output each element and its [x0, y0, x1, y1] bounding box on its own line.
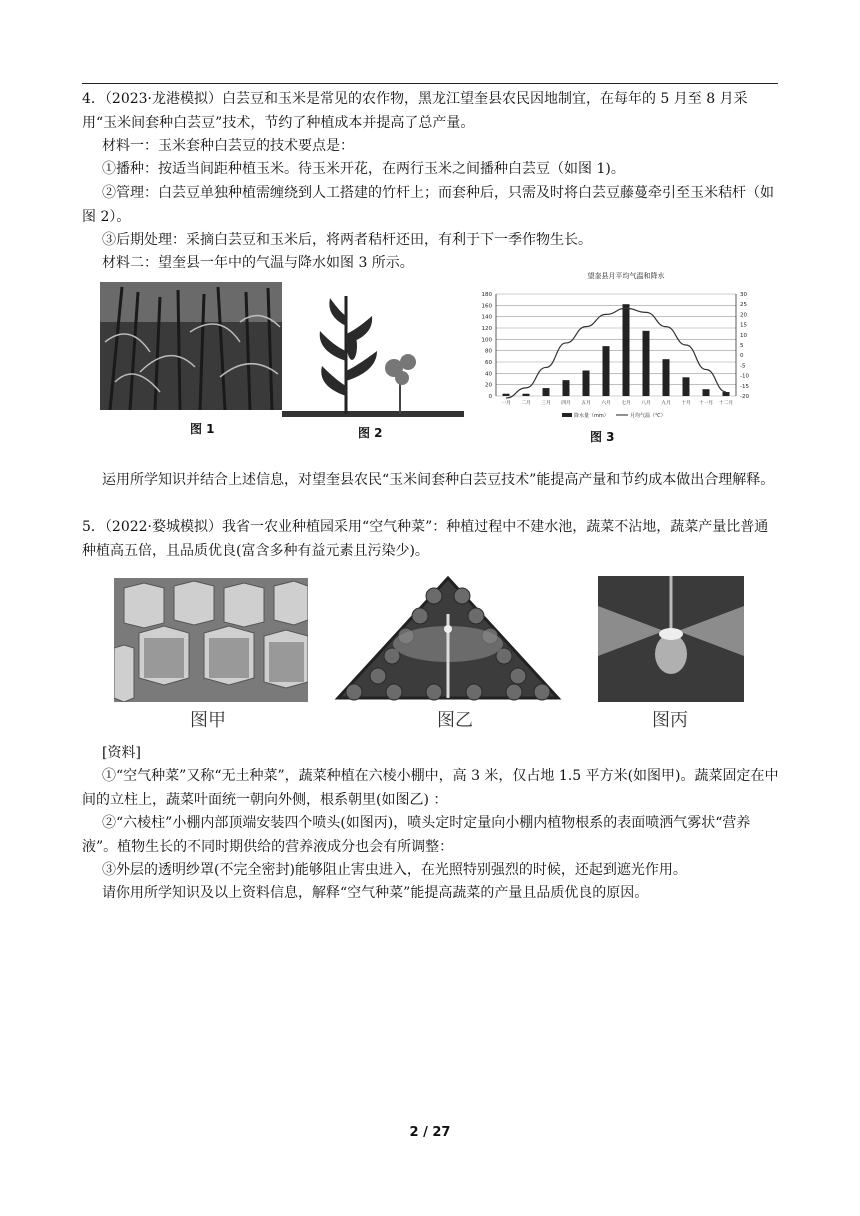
- precipitation-bar: [683, 377, 690, 396]
- q4-material2: 材料二：望奎县一年中的气温与降水如图 3 所示。: [102, 255, 414, 271]
- figure-3-caption: 图 3: [590, 430, 615, 444]
- y-right-tick-label: -15: [740, 383, 749, 390]
- precipitation-bar: [563, 380, 570, 396]
- x-tick-label: 六月: [601, 401, 611, 406]
- top-rule: [82, 83, 778, 84]
- y-right-tick-label: -5: [740, 363, 746, 370]
- x-tick-label: 五月: [581, 401, 591, 406]
- q5-stem: 5．（2022·婺城模拟）我省一农业种植园采用“空气种菜”：种植过程中不建水池，蔬菜不沾地，蔬菜产量比普通种植高五倍，且品质优良(富含多种有益元素且污染少)。: [82, 519, 769, 559]
- y-right-tick-label: 20: [740, 312, 747, 319]
- y-left-tick-label: 0: [488, 394, 492, 400]
- precipitation-bar: [663, 359, 670, 396]
- x-tick-label: 十二月: [718, 401, 734, 406]
- precipitation-bar: [603, 346, 610, 396]
- figure-3-climate-chart: [466, 266, 766, 436]
- x-tick-label: 七月: [621, 401, 631, 406]
- y-left-tick-label: 120: [481, 326, 492, 332]
- figure-jia-caption: 图甲: [190, 710, 226, 731]
- legend-temperature-label: 月均气温（℃）: [630, 413, 666, 419]
- chart-title: 望奎县月平均气温和降水: [587, 272, 665, 280]
- q4-stem: 4．（2023·龙港模拟）白芸豆和玉米是常见的农作物，黑龙江望奎县农民因地制宜，在每年的 5 月至 8 月采用“玉米间套种白芸豆”技术，节约了种植成本并提高了总产量。: [82, 91, 748, 131]
- precipitation-bar: [703, 389, 710, 396]
- q4-material1-title: 材料一：玉米套种白芸豆的技术要点是：: [102, 138, 354, 154]
- legend-precipitation-label: 降水量（mm）: [574, 413, 609, 419]
- figure-1-caption: 图 1: [190, 422, 215, 436]
- y-left-tick-label: 20: [485, 382, 492, 389]
- y-right-tick-label: -10: [740, 373, 749, 380]
- q4-material1-b: ②管理：白芸豆单独种植需缠绕到人工搭建的竹杆上；而套种后，只需及时将白芸豆藤蔓牵引至玉米秸杆（如图 2）。: [82, 185, 774, 225]
- y-left-tick-label: 180: [481, 292, 492, 298]
- x-tick-label: 三月: [541, 401, 551, 406]
- q5-reference-3: ③外层的透明纱罩(不完全密封)能够阻止害虫进入，在光照特别强烈的时候，还起到遮光作用。: [102, 862, 687, 878]
- q5-question: 请你用所学知识及以上资料信息，解释“空气种菜”能提高蔬菜的产量且品质优良的原因。: [102, 885, 649, 901]
- x-tick-label: 八月: [641, 401, 651, 406]
- precipitation-bar: [543, 388, 550, 396]
- q5-reference-2: ②“六棱柱”小棚内部顶端安装四个喷头(如图丙)，喷头定时定量向小棚内植物根系的表面喷洒气雾状“营养液”。植物生长的不同时期供给的营养液成分也会有所调整：: [82, 815, 751, 855]
- y-left-tick-label: 100: [481, 337, 492, 344]
- legend-bar-swatch: [562, 413, 572, 417]
- x-tick-label: 四月: [561, 401, 571, 406]
- x-tick-label: 十月: [681, 401, 691, 406]
- y-left-tick-label: 60: [485, 360, 492, 366]
- precipitation-bar: [583, 371, 590, 397]
- figure-yi-cross-section: [334, 574, 562, 702]
- y-right-tick-label: 0: [740, 353, 744, 360]
- precipitation-bar: [503, 394, 510, 396]
- x-tick-label: 二月: [521, 401, 531, 406]
- y-left-tick-label: 40: [485, 371, 492, 378]
- q4-material1-a: ①播种：按适当间距种植玉米。待玉米开花，在两行玉米之间播种白芸豆（如图 1)。: [102, 161, 625, 177]
- chart-legend: [562, 412, 666, 419]
- x-tick-label: 一月: [501, 401, 511, 406]
- figure-bing-caption: 图丙: [652, 710, 688, 731]
- figure-2-corn-bean-plants: [282, 286, 464, 420]
- y-right-tick-label: 30: [740, 292, 747, 298]
- x-tick-label: 十一月: [698, 401, 714, 406]
- q5-reference-1: ①“空气种菜”又称“无土种菜”，蔬菜种植在六棱小棚中，高 3 米，仅占地 1.5 平方米(如图甲)。蔬菜固定在中间的立柱上，蔬菜叶面统一朝向外侧，根系朝里(如图乙) ：: [82, 768, 779, 808]
- precipitation-bar: [643, 331, 650, 396]
- figure-2-caption: 图 2: [358, 426, 383, 440]
- figure-jia-hexagon-greenhouses: [114, 578, 308, 702]
- x-tick-label: 九月: [661, 401, 671, 406]
- q4-question: 运用所学知识并结合上述信息，对望奎县农民“玉米间套种白芸豆技术”能提高产量和节约成本做出合理解释。: [102, 472, 775, 488]
- y-right-tick-label: 25: [740, 302, 747, 309]
- y-left-tick-label: 160: [481, 303, 492, 310]
- y-right-tick-label: 15: [740, 322, 747, 329]
- y-right-tick-label: 5: [740, 343, 744, 349]
- figure-yi-caption: 图乙: [437, 710, 473, 731]
- y-right-tick-label: 10: [740, 332, 747, 339]
- y-right-tick-label: -20: [740, 394, 749, 400]
- precipitation-bar: [523, 394, 530, 396]
- figure-1-corn-field: [100, 282, 282, 410]
- q4-material1-c: ③后期处理：采摘白芸豆和玉米后，将两者秸杆还田，有利于下一季作物生长。: [102, 232, 592, 248]
- page-number: 2 / 27: [409, 1125, 451, 1140]
- figure-bing-spray-nozzle: [598, 576, 744, 702]
- q5-reference-title: [资料]: [102, 745, 141, 761]
- precipitation-bar: [623, 304, 630, 396]
- precipitation-bar: [723, 392, 730, 396]
- y-left-tick-label: 140: [481, 314, 492, 321]
- y-left-tick-label: 80: [485, 348, 492, 355]
